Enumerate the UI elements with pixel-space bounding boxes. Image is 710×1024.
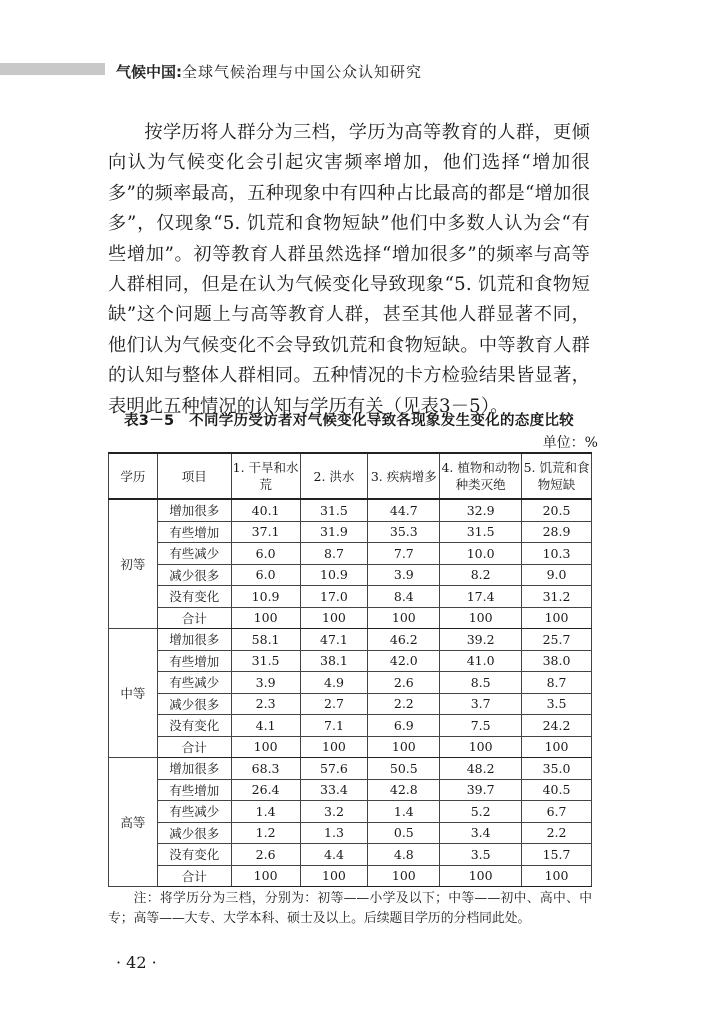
value-cell: 3.2 <box>300 801 368 823</box>
value-cell: 100 <box>522 736 592 758</box>
value-cell: 31.9 <box>300 521 368 543</box>
item-cell: 合计 <box>157 607 231 629</box>
value-cell: 3.9 <box>231 672 300 694</box>
value-cell: 5.2 <box>440 801 522 823</box>
value-cell: 6.0 <box>231 564 300 586</box>
item-cell: 有些减少 <box>157 672 231 694</box>
table-row <box>109 693 592 715</box>
value-cell: 44.7 <box>368 499 440 521</box>
table-unit: 单位：% <box>542 435 598 451</box>
header-cell-famine: 5. 饥荒和食物短缺 <box>522 453 592 499</box>
value-cell: 28.9 <box>522 521 592 543</box>
value-cell: 100 <box>368 865 440 887</box>
value-cell: 57.6 <box>300 758 368 780</box>
value-cell: 37.1 <box>231 521 300 543</box>
table-row <box>109 607 592 629</box>
value-cell: 39.2 <box>440 629 522 651</box>
value-cell: 7.1 <box>300 715 368 737</box>
header-cell-flood: 2. 洪水 <box>300 453 368 499</box>
header-separator: : <box>176 63 183 81</box>
table-row <box>109 758 592 780</box>
value-cell: 2.7 <box>300 693 368 715</box>
table-row <box>109 672 592 694</box>
running-header <box>116 61 422 82</box>
item-cell: 增加很多 <box>157 629 231 651</box>
table-row <box>109 715 592 737</box>
value-cell: 7.5 <box>440 715 522 737</box>
item-cell: 没有变化 <box>157 715 231 737</box>
value-cell: 8.2 <box>440 564 522 586</box>
table-row <box>109 564 592 586</box>
value-cell: 3.7 <box>440 693 522 715</box>
value-cell: 100 <box>522 607 592 629</box>
item-cell: 没有变化 <box>157 844 231 866</box>
value-cell: 4.9 <box>300 672 368 694</box>
value-cell: 4.4 <box>300 844 368 866</box>
book-title: 气候中国 <box>116 63 177 81</box>
item-cell: 没有变化 <box>157 586 231 608</box>
item-cell: 减少很多 <box>157 693 231 715</box>
value-cell: 26.4 <box>231 779 300 801</box>
header-decorative-bar <box>0 63 105 75</box>
value-cell: 31.5 <box>300 499 368 521</box>
value-cell: 35.0 <box>522 758 592 780</box>
header-cell-extinction: 4. 植物和动物种类灭绝 <box>440 453 522 499</box>
value-cell: 0.5 <box>368 822 440 844</box>
header-cell-education: 学历 <box>109 453 158 499</box>
value-cell: 2.2 <box>522 822 592 844</box>
value-cell: 38.1 <box>300 650 368 672</box>
value-cell: 68.3 <box>231 758 300 780</box>
value-cell: 6.0 <box>231 543 300 565</box>
value-cell: 40.5 <box>522 779 592 801</box>
value-cell: 100 <box>440 736 522 758</box>
value-cell: 47.1 <box>300 629 368 651</box>
value-cell: 24.2 <box>522 715 592 737</box>
value-cell: 100 <box>231 736 300 758</box>
value-cell: 100 <box>300 865 368 887</box>
group-label-cell: 高等 <box>109 758 158 887</box>
table-body <box>109 499 592 887</box>
value-cell: 100 <box>440 865 522 887</box>
value-cell: 31.2 <box>522 586 592 608</box>
value-cell: 42.0 <box>368 650 440 672</box>
header-cell-drought: 1. 干旱和水荒 <box>231 453 300 499</box>
value-cell: 10.3 <box>522 543 592 565</box>
value-cell: 1.4 <box>231 801 300 823</box>
item-cell: 增加很多 <box>157 499 231 521</box>
value-cell: 2.6 <box>368 672 440 694</box>
value-cell: 1.3 <box>300 822 368 844</box>
data-table <box>108 452 592 887</box>
value-cell: 1.2 <box>231 822 300 844</box>
item-cell: 减少很多 <box>157 822 231 844</box>
value-cell: 100 <box>522 865 592 887</box>
value-cell: 100 <box>368 736 440 758</box>
value-cell: 58.1 <box>231 629 300 651</box>
table-row <box>109 629 592 651</box>
value-cell: 42.8 <box>368 779 440 801</box>
table-row <box>109 844 592 866</box>
table-row <box>109 499 592 521</box>
value-cell: 6.7 <box>522 801 592 823</box>
value-cell: 6.9 <box>368 715 440 737</box>
value-cell: 4.1 <box>231 715 300 737</box>
item-cell: 有些增加 <box>157 779 231 801</box>
table-row <box>109 521 592 543</box>
table-row <box>109 543 592 565</box>
book-subtitle: 全球气候治理与中国公众认知研究 <box>182 63 423 81</box>
table-row <box>109 865 592 887</box>
item-cell: 有些增加 <box>157 650 231 672</box>
value-cell: 2.2 <box>368 693 440 715</box>
value-cell: 20.5 <box>522 499 592 521</box>
value-cell: 31.5 <box>440 521 522 543</box>
value-cell: 10.0 <box>440 543 522 565</box>
table-note: 注：将学历分为三档，分别为：初等——小学及以下；中等——初中、高中、中专；高等——大专、大学本科、硕士及以上。后续题目学历的分档同此处。 <box>108 891 592 926</box>
value-cell: 2.6 <box>231 844 300 866</box>
value-cell: 38.0 <box>522 650 592 672</box>
item-cell: 减少很多 <box>157 564 231 586</box>
value-cell: 35.3 <box>368 521 440 543</box>
value-cell: 39.7 <box>440 779 522 801</box>
value-cell: 100 <box>440 607 522 629</box>
value-cell: 15.7 <box>522 844 592 866</box>
value-cell: 33.4 <box>300 779 368 801</box>
table-row <box>109 650 592 672</box>
value-cell: 8.4 <box>368 586 440 608</box>
value-cell: 10.9 <box>231 586 300 608</box>
item-cell: 有些减少 <box>157 801 231 823</box>
body-paragraph: 按学历将人群分为三档，学历为高等教育的人群，更倾向认为气候变化会引起灾害频率增加，他们选择“增加很多”的频率最高，五种现象中有四种占比最高的都是“增加很多”，仅现象“5. 饥荒和食物短缺”他们中多数人认为会“有些增加”。初等教育人群虽然选择“增加很多”的频率与高等人群相同，但是在认为气候变化导致现象“5. 饥荒和食物短缺”这个问题上与高等教育人群，甚至其他人群显著不同，他们认为气候变化不会导致饥荒和食物短缺。中等教育人群的认知与整体人群相同。五种情况的卡方检验结果皆显著，表明此五种情况的认知与学历有关（见表3－5）。 <box>108 122 590 417</box>
value-cell: 100 <box>368 607 440 629</box>
value-cell: 2.3 <box>231 693 300 715</box>
page-number: · 42 · <box>116 953 157 972</box>
value-cell: 3.5 <box>440 844 522 866</box>
value-cell: 100 <box>300 607 368 629</box>
group-label-cell: 初等 <box>109 499 158 629</box>
value-cell: 17.0 <box>300 586 368 608</box>
item-cell: 增加很多 <box>157 758 231 780</box>
table-row <box>109 736 592 758</box>
header-cell-item: 项目 <box>157 453 231 499</box>
value-cell: 8.7 <box>522 672 592 694</box>
value-cell: 40.1 <box>231 499 300 521</box>
value-cell: 41.0 <box>440 650 522 672</box>
table-row <box>109 586 592 608</box>
value-cell: 3.9 <box>368 564 440 586</box>
value-cell: 1.4 <box>368 801 440 823</box>
value-cell: 9.0 <box>522 564 592 586</box>
value-cell: 50.5 <box>368 758 440 780</box>
value-cell: 3.5 <box>522 693 592 715</box>
item-cell: 有些增加 <box>157 521 231 543</box>
item-cell: 合计 <box>157 865 231 887</box>
item-cell: 有些减少 <box>157 543 231 565</box>
value-cell: 7.7 <box>368 543 440 565</box>
value-cell: 17.4 <box>440 586 522 608</box>
value-cell: 25.7 <box>522 629 592 651</box>
item-cell: 合计 <box>157 736 231 758</box>
header-cell-disease: 3. 疾病增多 <box>368 453 440 499</box>
value-cell: 100 <box>300 736 368 758</box>
value-cell: 100 <box>231 607 300 629</box>
table-row <box>109 779 592 801</box>
table-row <box>109 801 592 823</box>
value-cell: 46.2 <box>368 629 440 651</box>
value-cell: 4.8 <box>368 844 440 866</box>
group-label-cell: 中等 <box>109 629 158 758</box>
value-cell: 100 <box>231 865 300 887</box>
value-cell: 32.9 <box>440 499 522 521</box>
table-title: 表3－5 不同学历受访者对气候变化导致各现象发生变化的态度比较 <box>124 413 574 429</box>
value-cell: 8.5 <box>440 672 522 694</box>
value-cell: 8.7 <box>300 543 368 565</box>
value-cell: 10.9 <box>300 564 368 586</box>
table-header-row <box>109 453 592 499</box>
value-cell: 3.4 <box>440 822 522 844</box>
table-row <box>109 822 592 844</box>
value-cell: 48.2 <box>440 758 522 780</box>
value-cell: 31.5 <box>231 650 300 672</box>
